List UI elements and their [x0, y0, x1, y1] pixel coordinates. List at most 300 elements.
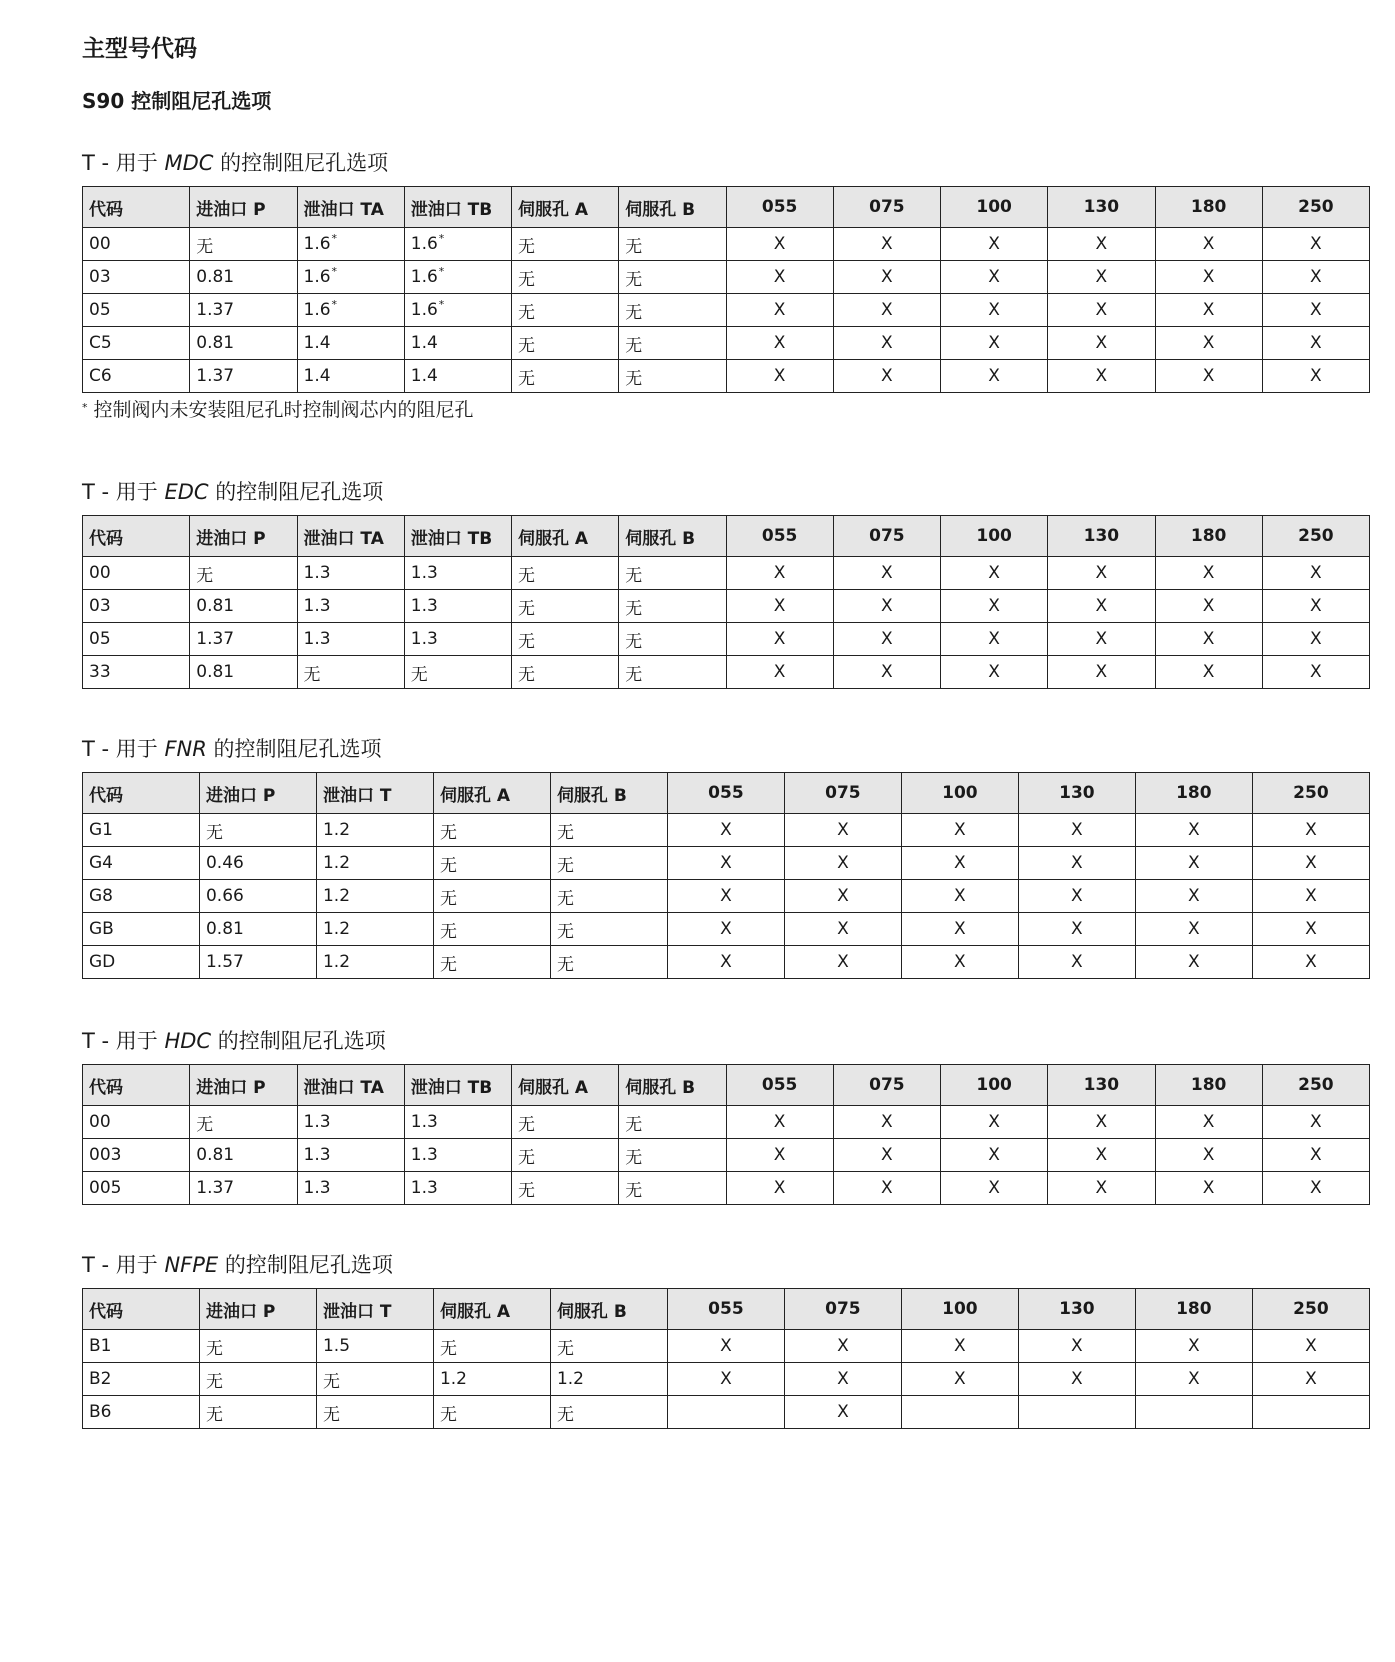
column-header: 伺服孔 A: [512, 516, 619, 557]
availability-cell: X: [833, 327, 940, 360]
table-cell: 1.2: [316, 814, 433, 847]
caption-control-type: EDC: [164, 480, 209, 504]
table-row: [83, 1396, 1370, 1429]
availability-cell: X: [1048, 261, 1155, 294]
availability-cell: X: [1252, 814, 1369, 847]
column-header: 055: [667, 773, 784, 814]
table-cell: 无: [512, 557, 619, 590]
table-caption: [82, 734, 1370, 764]
availability-cell: X: [833, 228, 940, 261]
column-header: 代码: [83, 516, 190, 557]
orifice-table-edc: [82, 515, 1370, 689]
availability-cell: X: [833, 261, 940, 294]
table-cell: 无: [550, 1330, 667, 1363]
caption-suffix: 的控制阻尼孔选项: [213, 737, 382, 761]
caption-suffix: 的控制阻尼孔选项: [215, 480, 384, 504]
column-header: 100: [941, 187, 1048, 228]
availability-cell: X: [833, 1172, 940, 1205]
table-row: [83, 1363, 1370, 1396]
table-cell: 1.3: [404, 1172, 511, 1205]
table-cell: 无: [199, 1396, 316, 1429]
availability-cell: X: [1155, 1106, 1262, 1139]
section-fnr: [82, 734, 1370, 979]
caption-prefix: T - 用于: [82, 737, 158, 761]
table-cell: 无: [512, 294, 619, 327]
table-cell: 无: [512, 327, 619, 360]
table-cell: GB: [83, 913, 200, 946]
availability-cell: X: [833, 1139, 940, 1172]
table-cell: 无: [619, 623, 726, 656]
table-cell: 无: [619, 590, 726, 623]
availability-cell: X: [1262, 623, 1369, 656]
availability-cell: [901, 1396, 1018, 1429]
availability-cell: X: [833, 360, 940, 393]
availability-cell: X: [1262, 228, 1369, 261]
table-cell: C6: [83, 360, 190, 393]
table-cell: 无: [316, 1396, 433, 1429]
table-caption: [82, 1250, 1370, 1280]
page-subtitle: S90 控制阻尼孔选项: [82, 89, 272, 113]
table-cell: 1.6*: [404, 228, 511, 261]
column-header: 180: [1155, 1065, 1262, 1106]
table-row: [83, 1172, 1370, 1205]
availability-cell: X: [1048, 360, 1155, 393]
availability-cell: X: [784, 1363, 901, 1396]
table-cell: 无: [404, 656, 511, 689]
table-cell: 无: [433, 946, 550, 979]
table-cell: 无: [190, 557, 297, 590]
availability-cell: X: [941, 294, 1048, 327]
availability-cell: X: [941, 360, 1048, 393]
availability-cell: X: [726, 1106, 833, 1139]
asterisk-mark: *: [331, 265, 338, 278]
table-cell: 无: [550, 880, 667, 913]
column-header: 130: [1018, 1289, 1135, 1330]
caption-control-type: HDC: [164, 1029, 212, 1053]
table-cell: 无: [512, 623, 619, 656]
availability-cell: X: [1135, 847, 1252, 880]
asterisk-mark: *: [331, 298, 338, 311]
column-header: 泄油口 T: [316, 773, 433, 814]
availability-cell: X: [1018, 880, 1135, 913]
column-header: 180: [1135, 773, 1252, 814]
column-header: 泄油口 TA: [297, 516, 404, 557]
table-cell: G8: [83, 880, 200, 913]
availability-cell: X: [1155, 327, 1262, 360]
availability-cell: X: [1262, 557, 1369, 590]
column-header: 泄油口 T: [316, 1289, 433, 1330]
section-edc: [82, 477, 1370, 689]
table-cell: 无: [433, 880, 550, 913]
table-cell: G4: [83, 847, 200, 880]
table-cell: 00: [83, 228, 190, 261]
column-header: 100: [941, 516, 1048, 557]
column-header: 泄油口 TA: [297, 1065, 404, 1106]
table-row: [83, 590, 1370, 623]
column-header: 075: [833, 187, 940, 228]
availability-cell: X: [901, 1330, 1018, 1363]
column-header: 泄油口 TB: [404, 516, 511, 557]
table-cell: 无: [619, 1172, 726, 1205]
table-cell: 1.4: [404, 327, 511, 360]
table-cell: 1.2: [316, 913, 433, 946]
table-cell: 1.37: [190, 294, 297, 327]
availability-cell: X: [667, 814, 784, 847]
column-header: 130: [1048, 516, 1155, 557]
availability-cell: X: [901, 847, 1018, 880]
availability-cell: X: [1155, 590, 1262, 623]
caption-prefix: T - 用于: [82, 480, 158, 504]
table-cell: 无: [199, 1363, 316, 1396]
orifice-table-fnr: [82, 772, 1370, 979]
table-row: [83, 814, 1370, 847]
table-cell: 无: [512, 261, 619, 294]
table-cell: 无: [512, 1106, 619, 1139]
availability-cell: X: [1018, 1330, 1135, 1363]
table-cell: 1.6*: [297, 294, 404, 327]
availability-cell: X: [726, 294, 833, 327]
table-row: [83, 327, 1370, 360]
table-cell: 无: [433, 1396, 550, 1429]
table-cell: 无: [550, 913, 667, 946]
availability-cell: X: [833, 1106, 940, 1139]
availability-cell: X: [1262, 360, 1369, 393]
caption-control-type: FNR: [164, 737, 207, 761]
availability-cell: X: [667, 1363, 784, 1396]
table-cell: 无: [433, 847, 550, 880]
table-cell: 无: [199, 1330, 316, 1363]
availability-cell: X: [1018, 814, 1135, 847]
table-row: [83, 1330, 1370, 1363]
table-cell: 无: [619, 1106, 726, 1139]
caption-suffix: 的控制阻尼孔选项: [220, 151, 389, 175]
availability-cell: X: [784, 847, 901, 880]
table-cell: 1.3: [404, 557, 511, 590]
column-header: 进油口 P: [190, 516, 297, 557]
availability-cell: X: [1018, 847, 1135, 880]
table-cell: 05: [83, 623, 190, 656]
table-cell: 0.81: [190, 261, 297, 294]
availability-cell: X: [1262, 1106, 1369, 1139]
availability-cell: X: [1262, 656, 1369, 689]
availability-cell: X: [1155, 228, 1262, 261]
availability-cell: X: [784, 913, 901, 946]
table-cell: 1.3: [404, 590, 511, 623]
asterisk-mark: *: [438, 232, 445, 245]
table-cell: 无: [190, 1106, 297, 1139]
table-cell: 无: [619, 294, 726, 327]
table-cell: 1.3: [404, 623, 511, 656]
availability-cell: X: [833, 656, 940, 689]
availability-cell: X: [1018, 1363, 1135, 1396]
table-cell: 1.3: [297, 1106, 404, 1139]
table-cell: 1.4: [297, 327, 404, 360]
table-cell: G1: [83, 814, 200, 847]
availability-cell: X: [1262, 1139, 1369, 1172]
availability-cell: X: [901, 880, 1018, 913]
table-cell: 无: [512, 1139, 619, 1172]
table-cell: 无: [550, 814, 667, 847]
availability-cell: X: [1018, 946, 1135, 979]
availability-cell: X: [667, 1330, 784, 1363]
column-header: 130: [1048, 187, 1155, 228]
availability-cell: X: [784, 880, 901, 913]
availability-cell: X: [1048, 1139, 1155, 1172]
orifice-table-hdc: [82, 1064, 1370, 1205]
availability-cell: X: [833, 557, 940, 590]
column-header: 180: [1155, 516, 1262, 557]
column-header: 进油口 P: [199, 1289, 316, 1330]
orifice-table-mdc: [82, 186, 1370, 393]
availability-cell: X: [1252, 1330, 1369, 1363]
column-header: 泄油口 TB: [404, 187, 511, 228]
table-row: [83, 360, 1370, 393]
availability-cell: X: [726, 656, 833, 689]
availability-cell: X: [901, 814, 1018, 847]
table-cell: 无: [316, 1363, 433, 1396]
availability-cell: X: [1048, 294, 1155, 327]
table-cell: 0.81: [190, 327, 297, 360]
table-row: [83, 261, 1370, 294]
table-cell: B1: [83, 1330, 200, 1363]
column-header: 伺服孔 B: [619, 187, 726, 228]
table-cell: 1.2: [550, 1363, 667, 1396]
availability-cell: X: [901, 913, 1018, 946]
table-header-row: [83, 516, 1370, 557]
availability-cell: X: [726, 327, 833, 360]
table-cell: 无: [619, 360, 726, 393]
table-cell: 无: [619, 1139, 726, 1172]
table-row: [83, 913, 1370, 946]
table-header-row: [83, 1065, 1370, 1106]
table-cell: 00: [83, 557, 190, 590]
caption-suffix: 的控制阻尼孔选项: [217, 1029, 386, 1053]
table-cell: 无: [512, 360, 619, 393]
table-cell: 无: [550, 847, 667, 880]
column-header: 伺服孔 A: [433, 773, 550, 814]
table-cell: 1.37: [190, 623, 297, 656]
table-cell: B2: [83, 1363, 200, 1396]
table-cell: 无: [512, 590, 619, 623]
table-cell: 1.37: [190, 360, 297, 393]
availability-cell: X: [1155, 294, 1262, 327]
table-row: [83, 1106, 1370, 1139]
availability-cell: X: [1135, 913, 1252, 946]
availability-cell: X: [1135, 814, 1252, 847]
table-cell: 0.81: [199, 913, 316, 946]
column-header: 250: [1252, 773, 1369, 814]
table-cell: 003: [83, 1139, 190, 1172]
column-header: 055: [726, 1065, 833, 1106]
table-caption: [82, 148, 1370, 178]
asterisk-mark: *: [438, 265, 445, 278]
caption-control-type: NFPE: [164, 1253, 219, 1277]
table-cell: 1.3: [297, 623, 404, 656]
availability-cell: X: [784, 1396, 901, 1429]
table-row: [83, 946, 1370, 979]
table-cell: 1.2: [433, 1363, 550, 1396]
availability-cell: X: [833, 294, 940, 327]
availability-cell: X: [726, 590, 833, 623]
table-cell: 03: [83, 261, 190, 294]
column-header: 代码: [83, 1065, 190, 1106]
table-caption: [82, 1026, 1370, 1056]
availability-cell: X: [726, 228, 833, 261]
table-header-row: [83, 1289, 1370, 1330]
availability-cell: X: [1252, 880, 1369, 913]
asterisk-mark: *: [438, 298, 445, 311]
table-cell: 05: [83, 294, 190, 327]
availability-cell: X: [726, 261, 833, 294]
table-cell: 无: [190, 228, 297, 261]
table-cell: 1.2: [316, 946, 433, 979]
column-header: 伺服孔 B: [550, 773, 667, 814]
availability-cell: X: [1155, 557, 1262, 590]
section-hdc: [82, 1026, 1370, 1205]
availability-cell: X: [1018, 913, 1135, 946]
column-header: 250: [1262, 187, 1369, 228]
availability-cell: X: [1155, 261, 1262, 294]
availability-cell: X: [667, 847, 784, 880]
table-cell: 无: [619, 261, 726, 294]
caption-prefix: T - 用于: [82, 151, 158, 175]
availability-cell: X: [941, 1106, 1048, 1139]
table-row: [83, 623, 1370, 656]
column-header: 进油口 P: [199, 773, 316, 814]
column-header: 代码: [83, 773, 200, 814]
column-header: 伺服孔 A: [433, 1289, 550, 1330]
availability-cell: X: [667, 913, 784, 946]
availability-cell: X: [1262, 294, 1369, 327]
column-header: 进油口 P: [190, 187, 297, 228]
table-row: [83, 880, 1370, 913]
availability-cell: X: [1155, 656, 1262, 689]
table-row: [83, 1139, 1370, 1172]
caption-suffix: 的控制阻尼孔选项: [224, 1253, 393, 1277]
availability-cell: X: [941, 590, 1048, 623]
availability-cell: X: [726, 1172, 833, 1205]
table-row: [83, 228, 1370, 261]
column-header: 180: [1135, 1289, 1252, 1330]
asterisk-mark: *: [82, 401, 88, 414]
availability-cell: X: [941, 1172, 1048, 1205]
availability-cell: X: [1155, 1139, 1262, 1172]
table-header-row: [83, 187, 1370, 228]
orifice-table-nfpe: [82, 1288, 1370, 1429]
availability-cell: X: [1135, 946, 1252, 979]
availability-cell: X: [941, 228, 1048, 261]
table-cell: 无: [199, 814, 316, 847]
table-row: [83, 294, 1370, 327]
availability-cell: X: [1262, 590, 1369, 623]
table-cell: 1.4: [404, 360, 511, 393]
availability-cell: [1252, 1396, 1369, 1429]
table-cell: 无: [512, 228, 619, 261]
column-header: 055: [667, 1289, 784, 1330]
column-header: 代码: [83, 187, 190, 228]
column-header: 代码: [83, 1289, 200, 1330]
table-row: [83, 847, 1370, 880]
table-cell: 无: [619, 228, 726, 261]
column-header: 180: [1155, 187, 1262, 228]
availability-cell: X: [1252, 913, 1369, 946]
column-header: 进油口 P: [190, 1065, 297, 1106]
table-cell: GD: [83, 946, 200, 979]
table-cell: 1.3: [404, 1139, 511, 1172]
table-cell: 无: [619, 557, 726, 590]
column-header: 130: [1018, 773, 1135, 814]
table-cell: 无: [512, 656, 619, 689]
caption-prefix: T - 用于: [82, 1253, 158, 1277]
table-cell: 无: [433, 1330, 550, 1363]
availability-cell: [1135, 1396, 1252, 1429]
availability-cell: X: [1048, 590, 1155, 623]
column-header: 055: [726, 516, 833, 557]
availability-cell: X: [784, 946, 901, 979]
table-cell: 无: [619, 327, 726, 360]
column-header: 075: [784, 773, 901, 814]
table-cell: B6: [83, 1396, 200, 1429]
availability-cell: X: [784, 1330, 901, 1363]
table-cell: 无: [619, 656, 726, 689]
column-header: 100: [901, 773, 1018, 814]
table-cell: 0.81: [190, 656, 297, 689]
table-cell: 无: [512, 1172, 619, 1205]
availability-cell: X: [1048, 656, 1155, 689]
table-cell: 1.3: [297, 1172, 404, 1205]
availability-cell: X: [901, 1363, 1018, 1396]
availability-cell: X: [833, 590, 940, 623]
table-cell: 0.46: [199, 847, 316, 880]
table-cell: 0.81: [190, 1139, 297, 1172]
availability-cell: X: [1262, 1172, 1369, 1205]
table-cell: 无: [433, 913, 550, 946]
availability-cell: X: [1155, 360, 1262, 393]
column-header: 伺服孔 A: [512, 1065, 619, 1106]
table-cell: 1.3: [404, 1106, 511, 1139]
column-header: 泄油口 TA: [297, 187, 404, 228]
column-header: 055: [726, 187, 833, 228]
table-cell: 1.5: [316, 1330, 433, 1363]
availability-cell: X: [1048, 623, 1155, 656]
column-header: 250: [1262, 1065, 1369, 1106]
footnote-text: 控制阀内未安装阻尼孔时控制阀芯内的阻尼孔: [93, 399, 474, 421]
asterisk-mark: *: [331, 232, 338, 245]
column-header: 075: [784, 1289, 901, 1330]
availability-cell: X: [1155, 1172, 1262, 1205]
section-nfpe: [82, 1250, 1370, 1429]
column-header: 130: [1048, 1065, 1155, 1106]
availability-cell: X: [1048, 1172, 1155, 1205]
column-header: 075: [833, 1065, 940, 1106]
column-header: 100: [941, 1065, 1048, 1106]
table-row: [83, 557, 1370, 590]
caption-prefix: T - 用于: [82, 1029, 158, 1053]
table-cell: 03: [83, 590, 190, 623]
availability-cell: X: [726, 360, 833, 393]
table-cell: 1.3: [297, 590, 404, 623]
section-mdc: [82, 148, 1370, 423]
availability-cell: X: [1262, 261, 1369, 294]
table-row: [83, 656, 1370, 689]
availability-cell: X: [833, 623, 940, 656]
table-cell: 1.2: [316, 847, 433, 880]
column-header: 100: [901, 1289, 1018, 1330]
availability-cell: [667, 1396, 784, 1429]
footnote: [82, 397, 1370, 423]
column-header: 伺服孔 B: [550, 1289, 667, 1330]
table-cell: 005: [83, 1172, 190, 1205]
